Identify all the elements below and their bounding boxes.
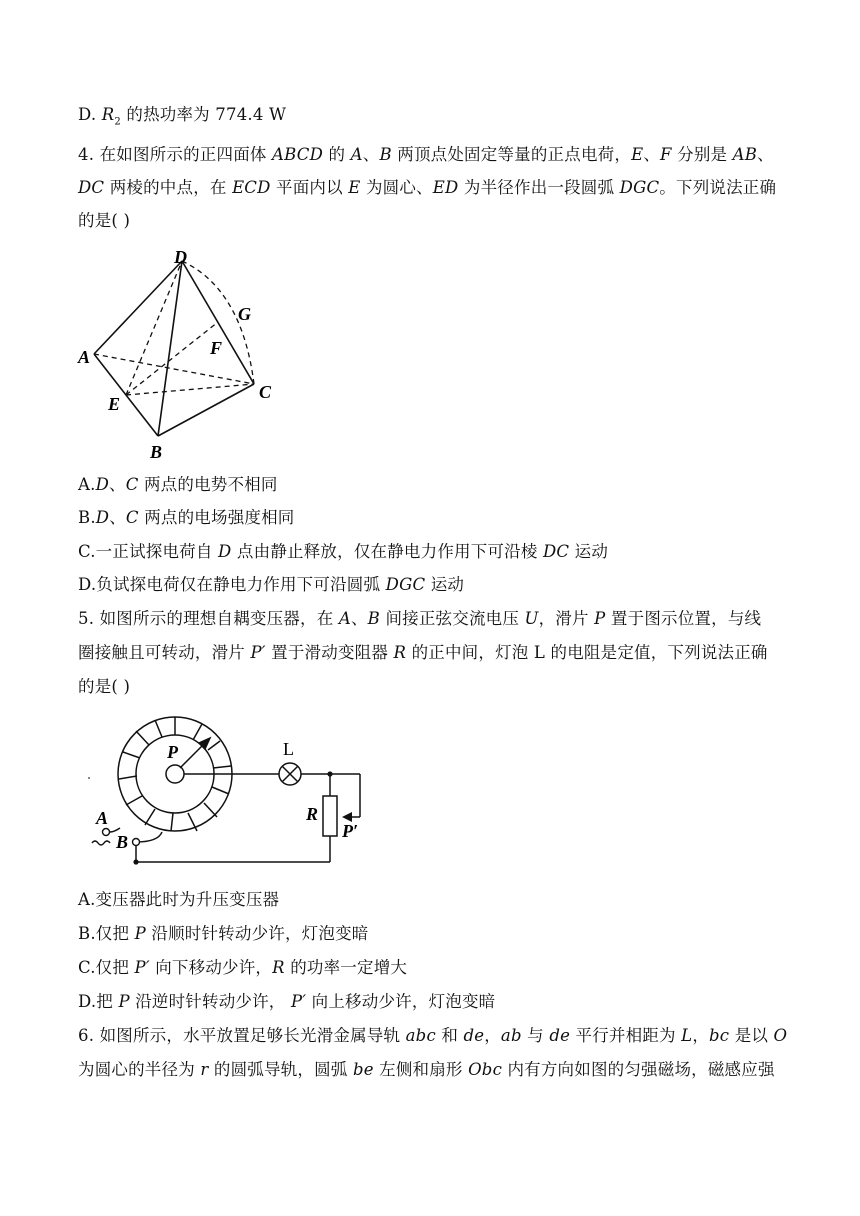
q4-option-a: A.D、C 两点的电势不相同 [78, 475, 278, 494]
q5-option-b: B.仅把 P 沿顺时针转动少许，灯泡变暗 [78, 924, 369, 943]
label-B: B [150, 442, 163, 462]
q5-option-a: A.变压器此时为升压变压器 [78, 890, 280, 909]
label-A: A [96, 808, 109, 828]
q4-stem-line-1: 4. 在如图所示的正四面体 ABCD 的 A、B 两顶点处固定等量的正点电荷，E、F 分别是 AB、 [78, 145, 774, 164]
label-C: C [259, 382, 272, 402]
q6-stem-line-2: 为圆心的半径为 r 的圆弧导轨，圆弧 be 左侧和扇形 Obc 内有方向如图的匀强磁场，磁感应强 [78, 1060, 775, 1079]
q5-option-c: C.仅把 P′ 向下移动少许，R 的功率一定增大 [78, 958, 408, 977]
q5-stem-line-1: 5. 如图所示的理想自耦变压器，在 A、B 间接正弦交流电压 U，滑片 P 置于图示位置，与线 [78, 609, 762, 628]
q6-stem-line-1: 6. 如图所示，水平放置足够长光滑金属导轨 abc 和 de，ab 与 de 平行并相距为 L，bc 是以 O [78, 1026, 788, 1045]
label-B: B [116, 832, 129, 852]
q4-option-c: C.一正试探电荷自 D 点由静止释放，仅在静电力作用下可沿棱 DC 运动 [78, 542, 609, 561]
q4-option-d: D.负试探电荷仅在静电力作用下可沿圆弧 DGC 运动 [78, 575, 465, 594]
label-R: R [306, 804, 319, 824]
q4-stem-line-2: DC 两棱的中点，在 ECD 平面内以 E 为圆心、ED 为半径作出一段圆弧 DGC。下列说法正确 [78, 178, 777, 197]
label-D: D [174, 247, 187, 267]
label-F: F [210, 338, 223, 358]
q5-stem-line-3: 的是( ) [78, 677, 131, 696]
label-P: P [167, 742, 178, 762]
q5-option-d: D.把 P 沿逆时针转动少许， P′ 向上移动少许，灯泡变暗 [78, 992, 496, 1011]
q3-option-d: D. $R_2$ 的热功率为 774.4 W [78, 105, 287, 128]
q4-stem-line-3: 的是( ) [78, 211, 131, 230]
q5-stem-line-2: 圈接触且可转动，滑片 P′ 置于滑动变阻器 R 的正中间，灯泡 L 的电阻是定值，下列说法正确 [78, 643, 768, 662]
label-G: G [238, 304, 251, 324]
label-P-prime: P′ [342, 821, 359, 841]
label-E: E [108, 394, 121, 414]
q4-option-b: B.D、C 两点的电场强度相同 [78, 508, 295, 527]
autotransformer-figure [80, 700, 380, 872]
label-L: L [283, 739, 294, 759]
label-A: A [78, 347, 91, 367]
tetrahedron-figure [74, 244, 274, 462]
